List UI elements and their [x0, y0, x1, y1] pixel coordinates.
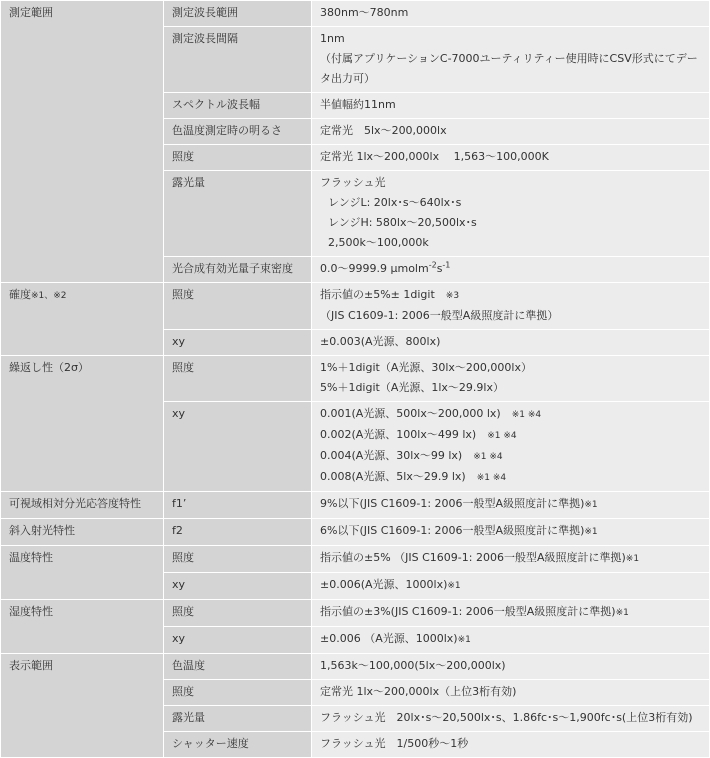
item-label: 光合成有効光量子束密度: [164, 257, 312, 283]
item-value: [312, 283, 710, 330]
item-label: スペクトル波長幅: [164, 93, 312, 119]
item-label: xy: [164, 330, 312, 356]
item-value: 1,563k～100,000(5lx～200,000lx): [312, 654, 710, 680]
footnote-ref: ※1 ※4: [511, 410, 542, 420]
row-label-accuracy: [1, 283, 164, 356]
footnote-ref: ※1 ※4: [473, 452, 503, 462]
footnote-ref: ※1: [625, 554, 640, 564]
row-label-spectral-response: 可視域相対分光応答度特性: [1, 492, 164, 519]
item-label: f2: [164, 519, 312, 546]
footnote-ref: ※1、※2: [31, 291, 67, 301]
table-row: [1, 600, 710, 627]
item-label: xy: [164, 402, 312, 492]
label-text: 確度: [9, 288, 31, 301]
value-line: 1nm: [320, 32, 345, 45]
value-text: s: [436, 262, 443, 275]
superscript: -1: [442, 260, 451, 270]
value-line: [320, 446, 703, 467]
footnote-ref: ※1: [584, 527, 598, 537]
value-text: 0.004(A光源、30lx～99 lx): [320, 449, 463, 462]
value-text: ±0.006(A光源、1000lx): [320, 578, 448, 591]
item-value: フラッシュ光 1/500秒～1秒: [312, 732, 710, 758]
footnote-ref: ※3: [445, 291, 460, 301]
item-value: [312, 27, 710, 93]
footnote-ref: ※1 ※4: [476, 473, 507, 483]
value-line: [320, 425, 703, 446]
item-value: 半値幅約11nm: [312, 93, 710, 119]
item-value: [312, 402, 710, 492]
item-value: [312, 546, 710, 573]
value-text: 0.002(A光源、100lx～499 lx): [320, 428, 477, 441]
value-line: （JIS C1609-1: 2006一般型A級照度計に準拠）: [320, 309, 559, 322]
value-line: [320, 467, 703, 488]
footnote-ref: ※1: [584, 500, 598, 510]
item-label: xy: [164, 627, 312, 654]
value-line: レンジL: 20lx･s～640lx･s: [328, 196, 462, 209]
value-text: 指示値の±5% （JIS C1609-1: 2006一般型A級照度計に準拠): [320, 551, 626, 564]
footnote-ref: ※1: [447, 581, 461, 591]
value-line: 1%＋1digit（A光源、30lx～200,000lx）: [320, 361, 532, 374]
row-label-temperature: 温度特性: [1, 546, 164, 600]
item-label: 色温度: [164, 654, 312, 680]
superscript: -2: [428, 260, 437, 270]
value-text: 指示値の±3%(JIS C1609-1: 2006一般型A級照度計に準拠): [320, 605, 616, 618]
value-line: レンジH: 580lx～20,500lx･s: [328, 216, 477, 229]
item-value: [312, 519, 710, 546]
item-label: 色温度測定時の明るさ: [164, 119, 312, 145]
value-text: 0.0～9999.9 μmolm: [320, 262, 429, 275]
table-row: [1, 356, 710, 402]
value-line: フラッシュ光: [320, 176, 386, 189]
value-text: ±0.006 （A光源、1000lx): [320, 632, 458, 645]
value-line: 5%＋1digit（A光源、1lx～29.9lx）: [320, 381, 504, 394]
table-row: [1, 546, 710, 573]
item-value: 380nm～780nm: [312, 1, 710, 27]
item-label: 照度: [164, 356, 312, 402]
row-label-oblique-incidence: 斜入射光特性: [1, 519, 164, 546]
value-text: 6%以下(JIS C1609-1: 2006一般型A級照度計に準拠): [320, 524, 585, 537]
item-value: 定常光 5lx～200,000lx: [312, 119, 710, 145]
item-value: [312, 356, 710, 402]
table-row: [1, 654, 710, 680]
row-label-humidity: 湿度特性: [1, 600, 164, 654]
footnote-ref: ※1: [615, 608, 629, 618]
item-value: フラッシュ光 20lx･s～20,500lx･s、1.86fc･s～1,900fc･s(上位3桁有効): [312, 706, 710, 732]
row-label-measurement-range: 測定範囲: [1, 1, 164, 283]
item-label: 露光量: [164, 706, 312, 732]
item-label: 照度: [164, 600, 312, 627]
item-value: [312, 627, 710, 654]
item-label: 測定波長範囲: [164, 1, 312, 27]
value-line: [320, 404, 703, 425]
value-text: 0.008(A光源、5lx～29.9 lx): [320, 470, 466, 483]
item-label: xy: [164, 573, 312, 600]
value-text: 指示値の±5%± 1digit: [320, 288, 435, 301]
item-value: ±0.003(A光源、800lx): [312, 330, 710, 356]
item-label: 照度: [164, 145, 312, 171]
row-label-display-range: 表示範囲: [1, 654, 164, 758]
item-label: 測定波長間隔: [164, 27, 312, 93]
value-text: 0.001(A光源、500lx～200,000 lx): [320, 407, 501, 420]
item-label: シャッター速度: [164, 732, 312, 758]
item-value: [312, 257, 710, 283]
item-value: 定常光 1lx～200,000lx 1,563～100,000K: [312, 145, 710, 171]
item-value: [312, 171, 710, 257]
item-label: 照度: [164, 546, 312, 573]
row-label-repeatability: 繰返し性（2σ）: [1, 356, 164, 492]
table-row: [1, 1, 710, 27]
value-line: [320, 285, 703, 306]
footnote-ref: ※1 ※4: [487, 431, 517, 441]
item-label: 露光量: [164, 171, 312, 257]
item-value: 定常光 1lx～200,000lx（上位3桁有効): [312, 680, 710, 706]
value-line: （付属アプリケーションC-7000ユーティリティー使用時にCSV形式にてデータ出力可）: [320, 52, 698, 85]
table-row: [1, 492, 710, 519]
item-value: [312, 600, 710, 627]
table-row: [1, 519, 710, 546]
item-value: [312, 573, 710, 600]
value-line: 2,500k～100,000k: [328, 236, 429, 249]
table-row: [1, 283, 710, 330]
footnote-ref: ※1: [457, 635, 471, 645]
item-label: 照度: [164, 680, 312, 706]
value-text: 9%以下(JIS C1609-1: 2006一般型A級照度計に準拠): [320, 497, 585, 510]
item-label: 照度: [164, 283, 312, 330]
item-value: [312, 492, 710, 519]
item-label: f1’: [164, 492, 312, 519]
